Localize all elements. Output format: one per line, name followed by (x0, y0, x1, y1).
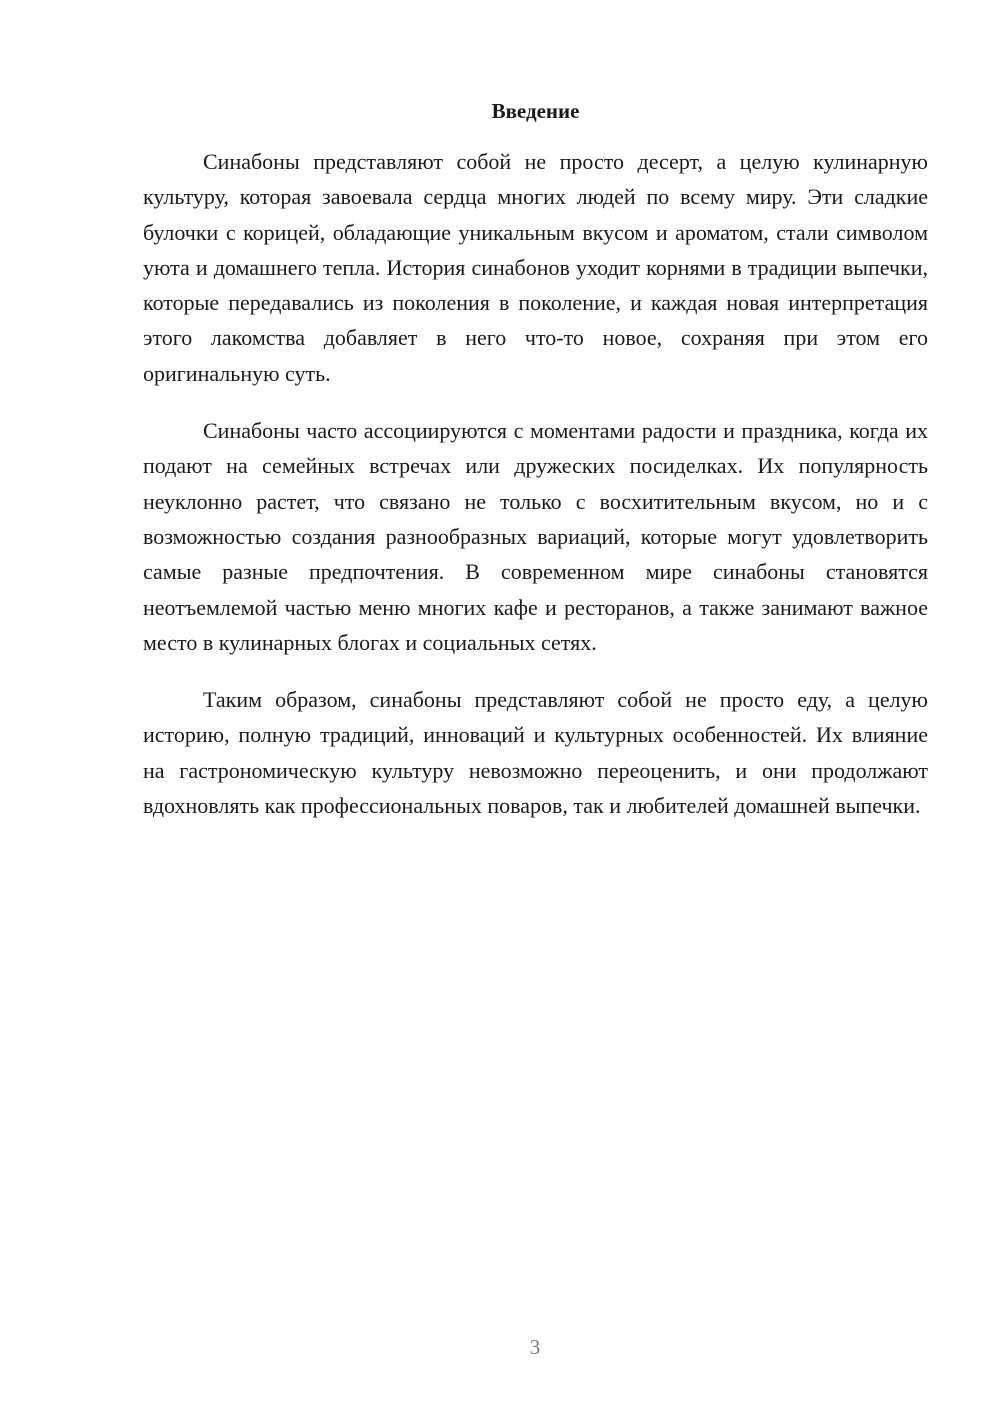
paragraph-2: Синабоны часто ассоциируются с моментами радости и праздника, когда их подают на семейных встречах или дружеских посиделках. Их популярность неуклонно растет, что связано не только с восхитительным вкусом, но и с возможностью создания разнообразных вариаций, которые могут удовлетворить самые разные предпочтения. В современном мире синабоны становятся неотъемлемой частью меню многих кафе и ресторанов, а также занимают важное место в кулинарных блогах и социальных сетях. (143, 418, 928, 655)
page-number: 3 (529, 1335, 541, 1359)
body-text (143, 144, 928, 845)
section-heading: Введение (491, 99, 580, 123)
paragraph-1: Синабоны представляют собой не просто десерт, а целую кулинарную культуру, которая завоевала сердца многих людей по всему миру. Эти сладкие булочки с корицей, обладающие уникальным вкусом и ароматом, стали символом уюта и домашнего тепла. История синабонов уходит корнями в традиции выпечки, которые передавались из поколения в поколение, и каждая новая интерпретация этого лакомства добавляет в него что-то новое, сохраняя при этом его оригинальную суть. (143, 149, 928, 386)
paragraph-3: Таким образом, синабоны представляют собой не просто еду, а целую историю, полную традиций, инноваций и культурных особенностей. Их влияние на гастрономическую культуру невозможно переоценить, и они продолжают вдохновлять как профессиональных поваров, так и любителей домашней выпечки. (143, 687, 928, 819)
